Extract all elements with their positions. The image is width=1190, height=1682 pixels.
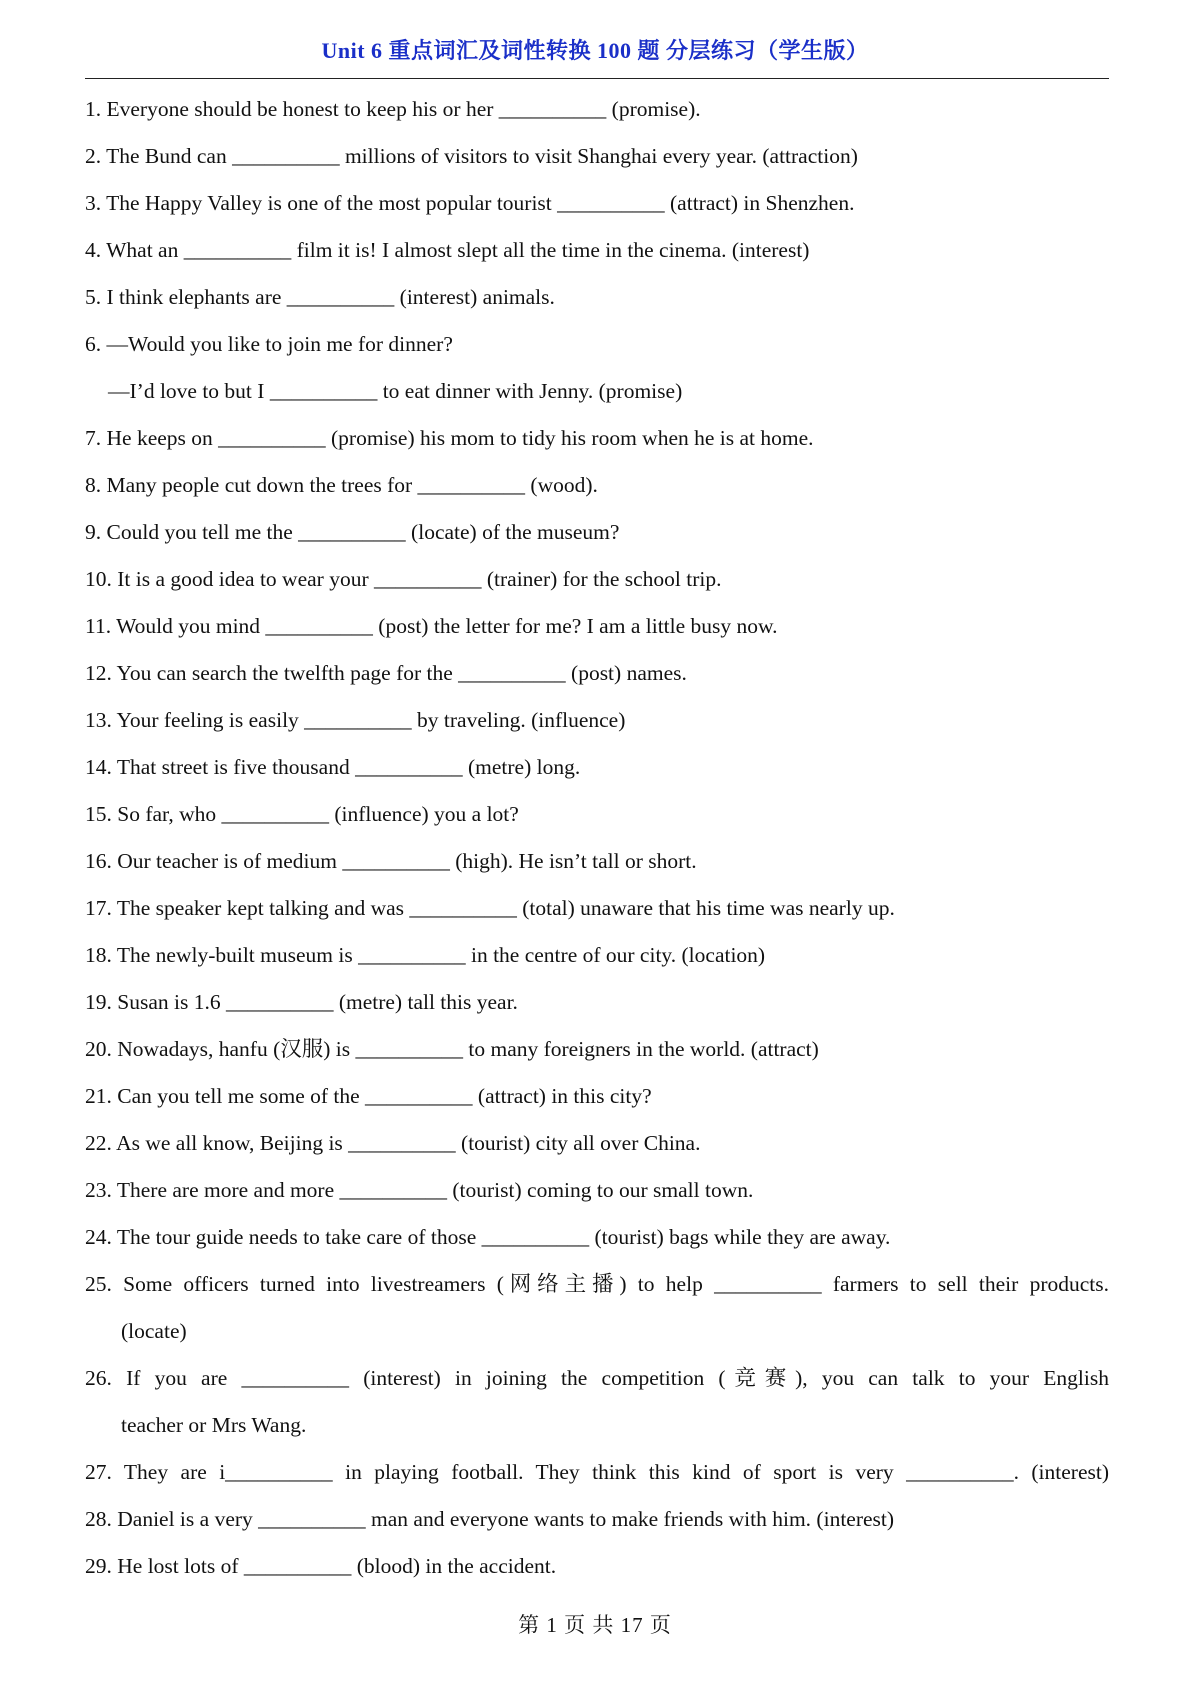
question-16: 16. Our teacher is of medium __________ (high). He isn’t tall or short. [85,849,697,873]
question-6: 6. —Would you like to join me for dinner? [85,332,453,356]
question-11: 11. Would you mind __________ (post) the letter for me? I am a little busy now. [85,614,778,638]
question-17: 17. The speaker kept talking and was __________ (total) unaware that his time was nearly up. [85,896,895,920]
question-3: 3. The Happy Valley is one of the most popular tourist __________ (attract) in Shenzhen. [85,191,855,215]
question-1: 1. Everyone should be honest to keep his or her __________ (promise). [85,97,701,121]
page-number: 第 1 页 共 17 页 [518,1613,672,1637]
question-15: 15. So far, who __________ (influence) you a lot? [85,802,519,826]
question-12: 12. You can search the twelfth page for the __________ (post) names. [85,661,687,685]
question-list [85,91,1109,1595]
question-23: 23. There are more and more __________ (tourist) coming to our small town. [85,1178,754,1202]
question-22: 22. As we all know, Beijing is __________ (tourist) city all over China. [85,1131,701,1155]
question-28: 28. Daniel is a very __________ man and everyone wants to make friends with him. (interest) [85,1507,895,1531]
question-21: 21. Can you tell me some of the __________ (attract) in this city? [85,1084,652,1108]
question-24: 24. The tour guide needs to take care of those __________ (tourist) bags while they are away. [85,1225,891,1249]
question-2: 2. The Bund can __________ millions of visitors to visit Shanghai every year. (attraction) [85,144,858,168]
question-10: 10. It is a good idea to wear your __________ (trainer) for the school trip. [85,567,722,591]
question-26-continuation: teacher or Mrs Wang. [121,1413,307,1437]
question-29: 29. He lost lots of __________ (blood) in the accident. [85,1554,557,1578]
question-26: 26. If you are __________ (interest) in joining the competition (竞赛), you can talk to your English [85,1366,1109,1390]
question-20: 20. Nowadays, hanfu (汉服) is __________ to many foreigners in the world. (attract) [85,1037,819,1061]
question-5: 5. I think elephants are __________ (interest) animals. [85,285,555,309]
question-4: 4. What an __________ film it is! I almost slept all the time in the cinema. (interest) [85,238,810,262]
question-14: 14. That street is five thousand __________ (metre) long. [85,755,581,779]
question-6-reply: —I’d love to but I __________ to eat dinner with Jenny. (promise) [108,379,683,403]
question-19: 19. Susan is 1.6 __________ (metre) tall this year. [85,990,518,1014]
question-25-continuation: (locate) [121,1319,187,1343]
question-7: 7. He keeps on __________ (promise) his mom to tidy his room when he is at home. [85,426,814,450]
question-25: 25. Some officers turned into livestreamers (网络主播) to help __________ farmers to sell their products. [85,1272,1109,1296]
page-title: Unit 6 重点词汇及词性转换 100 题 分层练习（学生版） [321,38,869,63]
header-divider [85,78,1109,79]
question-18: 18. The newly-built museum is __________ in the centre of our city. (location) [85,943,766,967]
question-9: 9. Could you tell me the __________ (locate) of the museum? [85,520,620,544]
question-27: 27. They are i__________ in playing football. They think this kind of sport is very __________. (interest) [85,1460,1109,1484]
question-13: 13. Your feeling is easily __________ by traveling. (influence) [85,708,626,732]
question-8: 8. Many people cut down the trees for __________ (wood). [85,473,598,497]
